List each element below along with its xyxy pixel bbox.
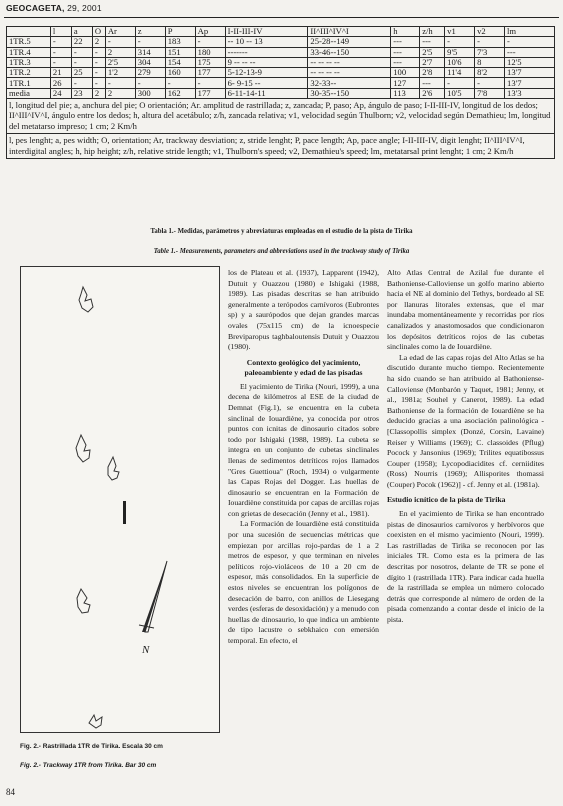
table-header-cell: II^III^IV^I — [308, 27, 391, 37]
table-cell: 2 — [92, 37, 105, 47]
table-cell: 100 — [391, 68, 420, 78]
table-cell: 1TR.3 — [7, 57, 51, 67]
table-header-cell: v1 — [445, 27, 475, 37]
table-cell: 10'6 — [445, 57, 475, 67]
table-cell: - — [105, 78, 135, 88]
running-head — [6, 3, 102, 13]
table-cell: 6- 9-15 -- — [225, 78, 308, 88]
table-cell: 154 — [165, 57, 195, 67]
table-cell: 13'7 — [505, 68, 555, 78]
page-number: 84 — [6, 787, 15, 797]
table-cell: 32-33-- — [308, 78, 391, 88]
table-cell: -- -- -- -- — [308, 68, 391, 78]
table-cell: 175 — [195, 57, 225, 67]
footprint-1TR2 — [77, 589, 90, 613]
table-cell: - — [475, 78, 505, 88]
table-row — [7, 37, 555, 47]
north-label: N — [142, 644, 150, 656]
table-cell: --- — [391, 47, 420, 57]
table-header-cell: I-II-III-IV — [225, 27, 308, 37]
table-cell: 2'5 — [105, 57, 135, 67]
table-cell: - — [135, 37, 165, 47]
figure-caption-en: Fig. 2.- Trackway 1TR from Tirika. Bar 30 cm — [20, 762, 157, 769]
table-cell: 5-12-13-9 — [225, 68, 308, 78]
table-cell: - — [71, 78, 92, 88]
table-cell: 1TR.4 — [7, 47, 51, 57]
table-cell: 2 — [105, 88, 135, 98]
table-row — [7, 78, 555, 88]
footprint-1TR4 — [76, 435, 90, 462]
paragraph: La Formación de Iouardiène está constituida por una sucesión de secuencias métricas que empiezan por arcillas rojo-pardas de 1 a 2 metros de espesor, y que terminan en niveles pelíticos rojo-violáceos de 10 a 20 cm de espesor, más consolidados. En la superficie de estos niveles se encuentran los polígonos de desecación de barro, con anillos de Liesegang verdes (esferas de desoxidación) y a menudo con huellas de dinosaurio, lo que indica un ambiente de tipo lacustre o sebkhaico con emersión temporal. En efecto, el — [228, 519, 379, 645]
table-cell: - — [50, 47, 71, 57]
measurements-table — [6, 26, 555, 159]
table-header-cell: z/h — [420, 27, 445, 37]
table-cell: 151 — [165, 47, 195, 57]
table-caption-en: Table 1.- Measurements, parameters and abbreviations used in the trackway study of Tirika — [153, 248, 410, 255]
table-cell: 30-35--150 — [308, 88, 391, 98]
table-cell: 2 — [105, 47, 135, 57]
paragraph: Alto Atlas Central de Azilal fue durante el Bathoniense-Calloviense un golfo marino abierto hacia el NE al dominio del Tethys, bordeado al SE por llanuras litorales extensas, que el mar inundaba momentáneamente y recorridas por ríos canalizados y anastomosados que condicionaron los depósitos detríticos rojos de las cubetas sinclinales como la de Iouardiène. — [387, 268, 544, 352]
table-cell: 177 — [195, 68, 225, 78]
north-arrow — [139, 561, 167, 632]
table-cell: 127 — [391, 78, 420, 88]
table-cell: - — [92, 57, 105, 67]
paragraph: El yacimiento de Tirika (Nouri, 1999), a una decena de kilómetros al ESE de la ciudad de Demnat (Fig.1), se encuentra en la cubeta sinclinal de Iouardiène, ya conocida por otros puntos con icnitas de dinosaurio citados sobre todo por Ishigaki (1988, 1989). La cubeta se integra en un conjunto de cubetas sinclinales llenas de sedimentos detríticos rojos llamados "Gres Guettioua" (Roch, 1934) o vulgarmente las Capas Rojas del Dogger. Las huellas de dinosaurio se encuentran en la Formación de Iouardiène constituida por capas de arcillas rojas con grietas de desecación (Jenny et al., 1981). — [228, 381, 379, 518]
table-cell: - — [50, 57, 71, 67]
table-header-cell: a — [71, 27, 92, 37]
table-cell: 177 — [195, 88, 225, 98]
table-header-cell: O — [92, 27, 105, 37]
table-caption-es: Tabla 1.- Medidas, parámetros y abreviaturas empleadas en el estudio de la pista de Tirika — [150, 228, 413, 235]
table-cell: 2'7 — [420, 57, 445, 67]
table-cell: 26 — [50, 78, 71, 88]
table-cell: 25 — [71, 68, 92, 78]
table-cell: --- — [391, 57, 420, 67]
header-rule — [4, 17, 559, 18]
table-cell: 162 — [165, 88, 195, 98]
table-header-cell: v2 — [475, 27, 505, 37]
table-cell: 25-28--149 — [308, 37, 391, 47]
table-cell: 7'8 — [475, 88, 505, 98]
table-cell: 24 — [50, 88, 71, 98]
table-cell: 180 — [195, 47, 225, 57]
table-cell: --- — [505, 47, 555, 57]
table-cell: 1TR.5 — [7, 37, 51, 47]
trackway-drawing — [21, 267, 219, 732]
table-cell: - — [195, 78, 225, 88]
table-notes: l, pes lenght; a, pes width; O, orientation; Ar, trackway desviation; z, stride lenght; P, pace length; Ap, pace angle; I-II-III-IV, digit lenght; II^III^IV^I, interdigital angles; h, hip height; z/h, relative stride length; v1, Thulborn's speed; v2, Demathieu's speed; lm, metatarsal print lenght; 1 cm; 2 Km/h — [7, 134, 555, 159]
text-column-middle — [228, 268, 379, 766]
table-cell: 21 — [50, 68, 71, 78]
table-cell: - — [92, 78, 105, 88]
table-header-cell: Ap — [195, 27, 225, 37]
table-cell: -- 10 -- 13 — [225, 37, 308, 47]
table-cell: -- -- -- -- — [308, 57, 391, 67]
table-cell: - — [445, 78, 475, 88]
table-cell: - — [135, 78, 165, 88]
table-header-cell: l — [50, 27, 71, 37]
table-header-cell: lm — [505, 27, 555, 37]
table-cell: - — [165, 78, 195, 88]
table-cell: - — [105, 37, 135, 47]
table-cell: 9 -- -- -- — [225, 57, 308, 67]
table-cell: 33-46--150 — [308, 47, 391, 57]
table-notes: l, longitud del pie; a, anchura del pie; O orientación; Ar. amplitud de rastrillada; z, zancada; P, paso; Ap, ángulo de paso; I-II-III-IV, longitud de los dedos; II^III^IV^I, ángulo entre los dedos; h, altura del acetábulo; z/h, zancada relativa; v1, velocidad según Thulborn; v2, velocidad según Demathieu; lm, longitud del metatarso impreso; 1 cm; 2 Km/h — [7, 99, 555, 134]
table-cell: 7'3 — [475, 47, 505, 57]
figure-caption-es: Fig. 2.- Rastrillada 1TR de Tirika. Escala 30 cm — [20, 743, 163, 750]
footprint-1TR1 — [89, 715, 102, 728]
table-cell: 2 — [92, 88, 105, 98]
footprint-1TR5 — [79, 287, 93, 312]
text-column-right — [387, 268, 544, 766]
table-header-cell: h — [391, 27, 420, 37]
table-cell: 23 — [71, 88, 92, 98]
table-cell: 113 — [391, 88, 420, 98]
table-cell: 13'7 — [505, 78, 555, 88]
table-cell: - — [505, 37, 555, 47]
table-cell: 2'5 — [420, 47, 445, 57]
table-cell: - — [195, 37, 225, 47]
table-header-row — [7, 27, 555, 37]
paragraph: En el yacimiento de Tirika se han encontrado pistas de dinosaurios carnívoros y herbívoros que coexisten en el mismo yacimiento (Nouri, 1999). Las rastrilladas de Tirika se reconocen por las iniciales TR. Como esta es la primera de las descritas por nosotros, delante de TR se pone el dígito 1 (rastrillada 1TR). Para indicar cada huella de la rastrillada se emplea un número colocado detrás que corresponde al número de orden de la pisada comenzando a contar desde el inicio de la pista. — [387, 508, 544, 624]
table-cell: 13'3 — [505, 88, 555, 98]
table-cell: 2'8 — [420, 68, 445, 78]
table-row — [7, 88, 555, 98]
table-cell: 9'5 — [445, 47, 475, 57]
table-header-cell — [7, 27, 51, 37]
table-header-cell: P — [165, 27, 195, 37]
table-cell: 1'2 — [105, 68, 135, 78]
journal-issue: 29, 2001 — [67, 3, 102, 13]
table-cell: - — [50, 37, 71, 47]
table-cell: 183 — [165, 37, 195, 47]
table-cell: 22 — [71, 37, 92, 47]
section-heading: Contexto geológico del yacimiento, paleoambiente y edad de las pisadas — [244, 357, 363, 378]
paragraph: los de Plateau et al. (1937), Lapparent (1942), Dutuit y Ouazzou (1980) e Ishigaki (1988, 1989). Las pisadas descritas se han atribuido generalmente a terópodos carnívoros (Eubrontes sp) y a saurópodos que dejan grandes marcas ovales (75x115 cm) de la icnoespecie Breviparopus taghbaloutensis Dutuit y Ouazzou (1980). — [228, 268, 379, 352]
table-cell: 304 — [135, 57, 165, 67]
table-row — [7, 68, 555, 78]
journal-name: GEOCAGETA, — [6, 3, 65, 13]
scale-bar — [123, 501, 126, 524]
table-cell: 279 — [135, 68, 165, 78]
table-cell: - — [92, 47, 105, 57]
table-row — [7, 57, 555, 67]
table-header-cell: Ar — [105, 27, 135, 37]
table-notes-row — [7, 134, 555, 159]
table-cell: 10'5 — [445, 88, 475, 98]
table-cell: - — [71, 47, 92, 57]
table-cell: --- — [420, 78, 445, 88]
table-cell: ------- — [225, 47, 308, 57]
table-cell: 6-11-14-11 — [225, 88, 308, 98]
table-cell: 8'2 — [475, 68, 505, 78]
paragraph: La edad de las capas rojas del Alto Atlas se ha discutido durante mucho tiempo. Recientemente ha sido cuando se han atribuido al Bathoniense-Calloviense (Monbarón y Taquet, 1981; Jenny, et al., 1981a; Souhel y Canerot, 1989). La edad Bathoniense de la formación de Iouardiène se ha deducido gracias a una asociación palinológica - [Classopollis simplex (Donzé, Corsin, Lavaine) Reiser y Williams (1969); C. classoides (Pflug) Pocock y Jansonius (1969); Trilites equatibossus Couper (1958); Lycopodiacidites cf. cerniidites (Ross) Nourris (1969); Allisporites thomassi (Couper) Pocok (1962)] - cf. Jenny et al. (1981a). — [387, 352, 544, 489]
table-cell: 11'4 — [445, 68, 475, 78]
table-cell: 8 — [475, 57, 505, 67]
trackway-figure — [20, 266, 220, 733]
section-heading: Estudio icnítico de la pista de Tirika — [387, 495, 506, 505]
table-header-cell: z — [135, 27, 165, 37]
table-row — [7, 47, 555, 57]
table-cell: 2'6 — [420, 88, 445, 98]
table-cell: --- — [420, 37, 445, 47]
table-cell: - — [71, 57, 92, 67]
table-cell: 160 — [165, 68, 195, 78]
table-cell: --- — [391, 37, 420, 47]
table-cell: 1TR.1 — [7, 78, 51, 88]
table-cell: 1TR.2 — [7, 68, 51, 78]
table-cell: - — [475, 37, 505, 47]
table-cell: 300 — [135, 88, 165, 98]
table-notes-row — [7, 99, 555, 134]
table-cell: media — [7, 88, 51, 98]
table-cell: 12'5 — [505, 57, 555, 67]
footprint-1TR3 — [108, 457, 119, 480]
table-cell: - — [92, 68, 105, 78]
table-cell: - — [445, 37, 475, 47]
table-cell: 314 — [135, 47, 165, 57]
